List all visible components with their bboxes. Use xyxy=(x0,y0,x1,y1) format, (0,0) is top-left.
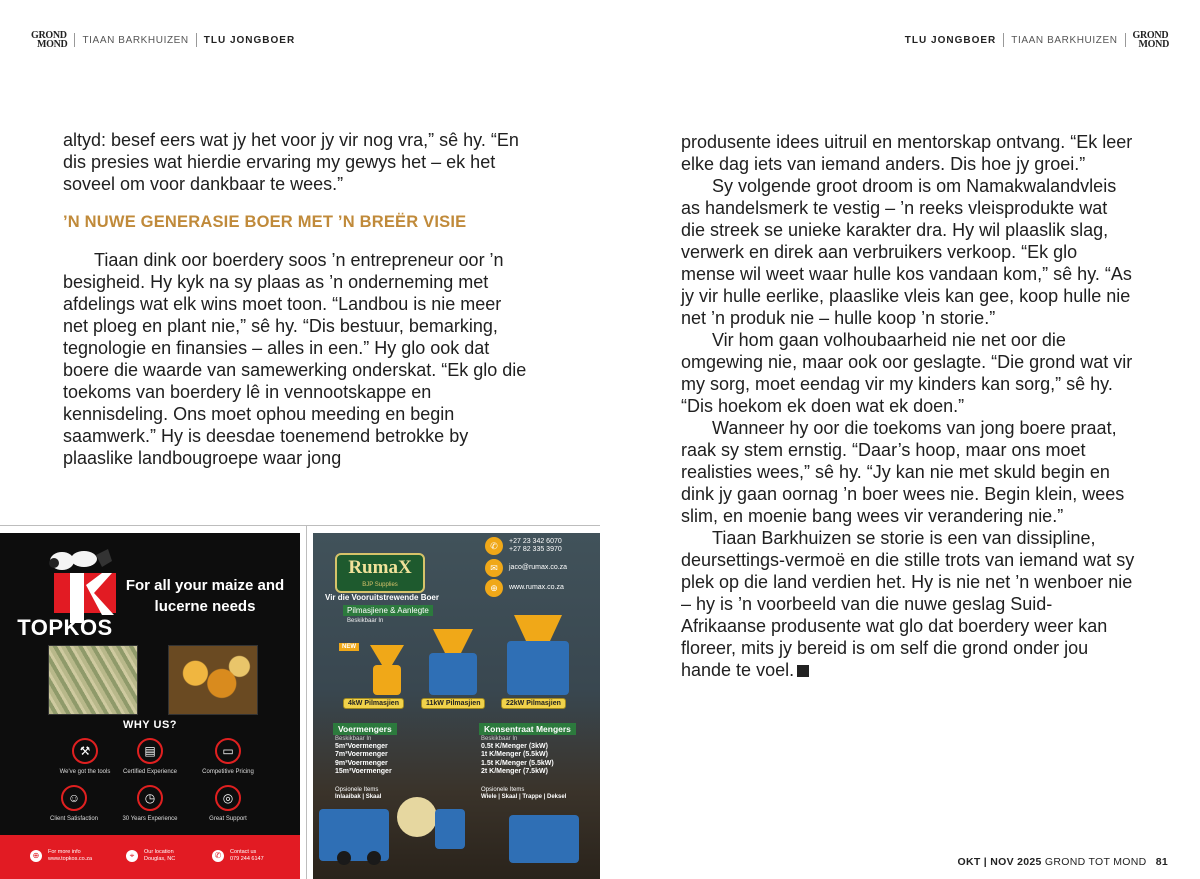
rumax-logo xyxy=(335,553,425,593)
new-badge: NEW xyxy=(339,643,359,651)
list-item: 15m³Voermenger xyxy=(335,767,392,775)
pin-icon: ⌖ xyxy=(126,850,138,862)
hay-bale-image xyxy=(397,797,437,837)
rumax-subtitle: Pilmasjiene & Aanlegte xyxy=(343,605,433,616)
logo-line-1: GROND xyxy=(31,30,67,41)
header-divider xyxy=(1125,33,1126,47)
section-heading: ’N NUWE GENERASIE BOER MET ’N BREËR VISIE xyxy=(63,213,467,231)
advert-topkos[interactable] xyxy=(0,533,300,879)
article-paragraph: Tiaan dink oor boerdery soos ’n entrepreneur oor ’n besigheid. Hy kyk na sy plaas as ’n onderneming met afdelings wat elk wins moet toon. “Landbou is nie meer net ploeg en plant nie,” sê hy. “Dis bestuur, bemarking, tegnologie en finansies – alles in een.” Hy glo ook dat boere die waarde van samewerking onderskat. “Ek glo die toekoms van boerdery lê in vennootskappe en kennisdeling. Ons moet ophou meeding en begin saamwerk.” Hy is deesdae toenemend betrokke by plaaslike landbougroepe waar jong xyxy=(63,250,527,468)
list-item: 0.5t K/Menger (3kW) xyxy=(481,743,548,751)
wheel-image xyxy=(367,851,381,865)
list-item: 2t K/Menger (7.5kW) xyxy=(481,767,548,775)
logo-line-2: MOND xyxy=(37,39,68,50)
pellet-machine-22kw-image xyxy=(503,615,573,697)
list-caption: Beskikbaar In xyxy=(481,736,518,742)
maize-cob-image xyxy=(168,645,258,715)
globe-icon: ⊕ xyxy=(30,850,42,862)
contact-value: Douglas, NC xyxy=(144,856,176,862)
header-author: TIAAN BARKHUIZEN xyxy=(1011,34,1118,46)
list-item: 1.5t K/Menger (5.5kW) xyxy=(481,759,554,767)
feed-optional-items xyxy=(335,787,381,801)
why-us-heading: WHY US? xyxy=(122,719,178,731)
feature-label: 30 Years Experience xyxy=(122,816,178,822)
feed-mixers-title: Voermengers xyxy=(333,723,397,735)
email-address: jaco@rumax.co.za xyxy=(509,564,568,571)
pellet-machine-4kw-image xyxy=(365,645,409,697)
optional-items: Wiele | Skaal | Trappe | Deksel xyxy=(481,794,567,800)
tools-icon: ⚒ xyxy=(72,738,98,764)
globe-icon: ⊕ xyxy=(485,579,503,597)
end-mark-icon: T xyxy=(797,665,809,677)
clock-icon: ◷ xyxy=(137,785,163,811)
header-divider xyxy=(74,33,75,47)
article-paragraph: Vir hom gaan volhoubaarheid nie net oor die omgewing nie, maar ook oor geslagte. “Die grond wat vir my sorg, moet eendag vir my kinders kan sorg,” sê hy. “Dis hoekom ek doen wat ek doen.” xyxy=(681,330,1133,416)
feature-label: Certified Experience xyxy=(122,769,178,775)
feature-pricing xyxy=(178,738,278,775)
page-footer xyxy=(957,856,1168,868)
contact-website[interactable] xyxy=(30,849,92,863)
header-section: TLU JONGBOER xyxy=(904,34,997,46)
rumax-web[interactable] xyxy=(485,579,595,597)
list-item: 5m³Voermenger xyxy=(335,743,388,751)
website-url: www.rumax.co.za xyxy=(509,584,564,591)
advert-rumax[interactable] xyxy=(313,533,600,879)
header-section: TLU JONGBOER xyxy=(203,34,296,46)
magazine-name: GROND TOT MOND xyxy=(1044,856,1147,868)
concentrate-optional-items xyxy=(481,787,566,801)
final-paragraph-text: Tiaan Barkhuizen se storie is een van dissipline, deursettings-vermoë en die stille trots van iemand wat sy plek op die land verdien het. Hy is nie net ’n wenboer nie – hy is ’n voorbeeld van die nuwe geslag Suid-Afrikaanse produsente wat glo dat boerdery weer kan floreer, mits jy bereid is om self die grond onder jou hande te voel. xyxy=(681,528,1135,680)
topkos-contact-bar xyxy=(0,835,300,879)
rumax-phone[interactable] xyxy=(485,537,595,555)
contact-label: For more info xyxy=(48,849,81,855)
optional-items: Inlaaibak | Skaal xyxy=(335,794,382,800)
header-divider xyxy=(1003,33,1004,47)
article-column-left xyxy=(63,129,527,469)
contact-value: 079 244 6147 xyxy=(230,856,264,862)
contact-value: www.topkos.co.za xyxy=(48,856,93,862)
magazine-logo xyxy=(1133,31,1169,49)
kw-label: 22kW Pilmasjien xyxy=(501,698,566,709)
ad-divider-horizontal xyxy=(0,525,600,526)
contact-location[interactable] xyxy=(126,849,175,863)
list-item: 9m³Voermenger xyxy=(335,759,388,767)
kw-label: 11kW Pilmasjien xyxy=(421,698,485,709)
lucerne-bale-image xyxy=(48,645,138,715)
support-icon: ◎ xyxy=(215,785,241,811)
phone-number: +27 82 335 3970 xyxy=(509,546,562,553)
logo-line-1: GROND xyxy=(1132,30,1169,41)
feature-support xyxy=(178,785,278,822)
feature-label: Great Support xyxy=(209,816,247,822)
contact-phone[interactable] xyxy=(212,849,264,863)
mixer-image xyxy=(435,809,465,849)
feature-label: We've got the tools xyxy=(59,769,111,775)
wheel-image xyxy=(337,851,351,865)
card-icon: ▭ xyxy=(215,738,241,764)
header-author: TIAAN BARKHUIZEN xyxy=(82,34,189,46)
rumax-email[interactable] xyxy=(485,559,595,577)
topkos-tagline: For all your maize and lucerne needs xyxy=(125,577,285,615)
contact-label: Our location xyxy=(144,849,174,855)
optional-label: Opsionele Items xyxy=(335,787,379,793)
running-header-right xyxy=(905,30,1169,50)
concentrate-mixer-image xyxy=(509,815,579,863)
article-column-right xyxy=(681,131,1135,681)
phone-icon: ✆ xyxy=(485,537,503,555)
contact-label: Contact us xyxy=(230,849,257,855)
article-paragraph-final xyxy=(681,527,1135,681)
list-item: 1t K/Menger (5.5kW) xyxy=(481,751,548,759)
issue-date: OKT | NOV 2025 xyxy=(957,856,1042,868)
phone-number: +27 23 342 6070 xyxy=(509,538,562,545)
ad-divider-vertical xyxy=(306,525,307,879)
mail-icon: ✉ xyxy=(485,559,503,577)
optional-label: Opsionele Items xyxy=(481,787,525,793)
rumax-available: Beskikbaar In xyxy=(347,618,384,624)
article-paragraph: Sy volgende groot droom is om Namakwalandvleis as handelsmerk te vestig – ’n reeks vleisprodukte wat die streek se unieke karakter dra. Hy wil plaaslik slag, verwerk en direk aan verbruikers verkoop. “Ek glo mense wil weet waar hulle kos vandaan kom,” sê hy. “As jy vir hulle eerlike, plaaslike vleis kan gee, koop hulle nie net ’n produk nie – hulle koop ’n storie.” xyxy=(681,176,1132,328)
feature-label: Client Satisfaction xyxy=(49,816,99,822)
rumax-brand-sub: BJP Supplies xyxy=(362,582,398,588)
feature-label: Competitive Pricing xyxy=(202,769,254,775)
article-paragraph: altyd: besef eers wat jy het voor jy vir nog vra,” sê hy. “En dis presies wat hierdie ervaring my gewys het – ek het soveel om voor dankbaar te wees.” xyxy=(63,130,519,194)
logo-line-2: MOND xyxy=(1138,39,1169,50)
kw-label: 4kW Pilmasjien xyxy=(343,698,404,709)
phone-icon: ✆ xyxy=(212,850,224,862)
feed-mixer-list xyxy=(335,735,392,776)
magazine-logo xyxy=(31,31,67,49)
list-caption: Beskikbaar In xyxy=(335,736,372,742)
pellet-machine-11kw-image xyxy=(425,629,481,697)
concentrate-mixers-title: Konsentraat Mengers xyxy=(479,723,576,735)
topkos-brand: TOPKOS xyxy=(17,615,113,640)
article-paragraph: produsente idees uitruil en mentorskap ontvang. “Ek leer elke dag iets van iemand anders. Dis hoe jy groei.” xyxy=(681,132,1133,174)
concentrate-mixer-list xyxy=(481,735,554,776)
certificate-icon: ▤ xyxy=(137,738,163,764)
list-item: 7m³Voermenger xyxy=(335,751,388,759)
clients-icon: ☺ xyxy=(61,785,87,811)
rumax-brand: RumaX xyxy=(348,557,412,578)
header-divider xyxy=(196,33,197,47)
page-number: 81 xyxy=(1155,856,1168,868)
running-header-left xyxy=(31,30,295,50)
rumax-title: Vir die Vooruitstrewende Boer xyxy=(325,593,439,602)
article-paragraph: Wanneer hy oor die toekoms van jong boere praat, raak sy stem ernstig. “Daar’s hoop, maar ons moet realisties wees,” sê hy. “Jy kan nie met skuld begin en dink jy gaan oornag ’n boer wees nie. Begin klein, wees slim, en moenie bang wees vir verandering nie.” xyxy=(681,418,1125,526)
